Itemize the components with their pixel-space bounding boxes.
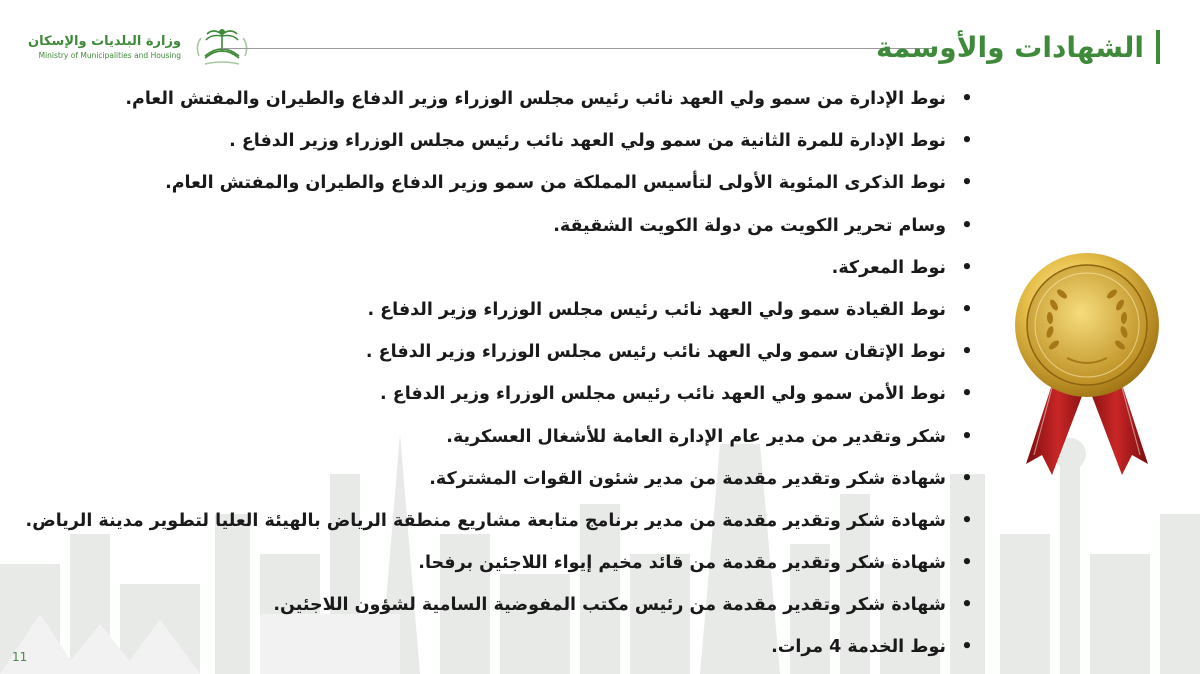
- list-item-text: نوط المعركة.: [831, 257, 946, 278]
- bullet-icon: •: [961, 595, 973, 616]
- bullet-icon: •: [961, 131, 973, 152]
- list-item: [58, 205, 978, 247]
- list-item: [58, 162, 978, 204]
- list-item: [58, 289, 978, 331]
- list-item: [58, 331, 978, 373]
- bullet-icon: •: [961, 384, 973, 405]
- list-item-text: نوط الأمن سمو ولي العهد نائب رئيس مجلس الوزراء وزير الدفاع .: [380, 384, 946, 405]
- list-item-text: شهادة شكر وتقدير مقدمة من مدير شئون القوات المشتركة.: [429, 468, 946, 489]
- list-item: [58, 120, 978, 162]
- list-item-text: شهادة شكر وتقدير مقدمة من رئيس مكتب المفوضية السامية لشؤون اللاجئين.: [273, 595, 946, 616]
- bullet-icon: •: [961, 299, 973, 320]
- list-item-text: نوط الإتقان سمو ولي العهد نائب رئيس مجلس الوزراء وزير الدفاع .: [365, 342, 946, 363]
- bullet-icon: •: [961, 426, 973, 447]
- list-item: [25, 500, 978, 542]
- ministry-logo: [28, 26, 253, 68]
- list-item-text: شكر وتقدير من مدير عام الإدارة العامة للأشغال العسكرية.: [446, 426, 946, 447]
- list-item: [58, 373, 978, 415]
- page-number: 11: [12, 650, 28, 664]
- list-item-text: نوط الإدارة من سمو ولي العهد نائب رئيس مجلس الوزراء وزير الدفاع والطيران والمفتش العام.: [125, 89, 946, 109]
- list-item-text: نوط الخدمة 4 مرات.: [771, 637, 946, 658]
- palm-swords-emblem-icon: [191, 26, 253, 68]
- list-item-text: شهادة شكر وتقدير مقدمة من قائد مخيم إيواء اللاجئين برفحا.: [418, 553, 946, 574]
- bullet-icon: •: [961, 510, 973, 531]
- title-divider-line: [222, 48, 932, 49]
- list-item-text: وسام تحرير الكويت من دولة الكويت الشقيقة.: [553, 215, 946, 236]
- list-item: [58, 458, 978, 500]
- list-item: [58, 626, 978, 668]
- list-item-text: شهادة شكر وتقدير مقدمة من مدير برنامج متابعة مشاريع منطقة الرياض بالهيئة العليا لتطوير مدينة الرياض.: [25, 510, 946, 531]
- logo-english-name: Ministry of Municipalities and Housing: [38, 51, 182, 60]
- list-item: [58, 247, 978, 289]
- bullet-icon: •: [961, 89, 973, 109]
- logo-arabic-name: وزارة البلديات والإسكان: [28, 34, 182, 49]
- page-title: الشهادات والأوسمة: [876, 30, 1144, 64]
- list-item: [58, 78, 978, 120]
- logo-text: [28, 34, 181, 60]
- list-item-text: نوط القيادة سمو ولي العهد نائب رئيس مجلس الوزراء وزير الدفاع .: [367, 299, 946, 320]
- list-item-text: نوط الإدارة للمرة الثانية من سمو ولي العهد نائب رئيس مجلس الوزراء وزير الدفاع .: [229, 131, 946, 152]
- title-bar: [876, 30, 1160, 64]
- bullet-icon: •: [961, 553, 973, 574]
- bullet-icon: •: [961, 342, 973, 363]
- bullet-icon: •: [961, 637, 973, 658]
- certificates-list: [25, 78, 978, 669]
- gold-medal-icon: [1012, 250, 1162, 482]
- list-item: [58, 542, 978, 584]
- bullet-icon: •: [961, 257, 973, 278]
- bullet-icon: •: [961, 173, 973, 194]
- list-item: [58, 416, 978, 458]
- list-item-text: نوط الذكرى المئوية الأولى لتأسيس المملكة من سمو وزير الدفاع والطيران والمفتش العام.: [165, 173, 946, 194]
- list-item: [58, 584, 978, 626]
- bullet-icon: •: [961, 468, 973, 489]
- bullet-icon: •: [961, 215, 973, 236]
